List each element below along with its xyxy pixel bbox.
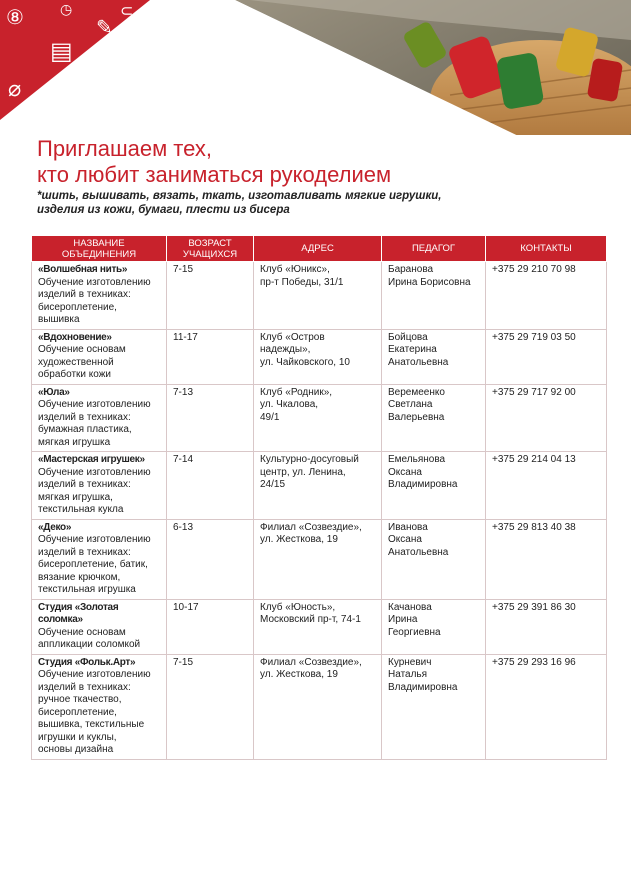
club-description-line: мягкая игрушка: [38, 436, 111, 448]
address-line: Культурно-досуговый: [260, 454, 359, 465]
club-cell: [32, 262, 167, 330]
teacher-line: Светлана: [388, 399, 433, 410]
club-description-line: Обучение изготовлению: [38, 276, 151, 288]
club-cell: [32, 384, 167, 452]
club-description-line: основы дизайна: [38, 744, 114, 755]
address-line: надежды»,: [260, 344, 311, 355]
teacher-line: Валерьевна: [388, 411, 445, 423]
age-cell: 10-17: [167, 599, 254, 654]
address-cell: [254, 519, 382, 599]
club-description-line: изделий в техниках:: [38, 289, 131, 300]
address-line: центр, ул. Ленина,: [260, 466, 346, 478]
phone-cell: +375 29 214 04 13: [486, 452, 607, 520]
table-row: [32, 329, 607, 384]
address-line: пр-т Победы, 31/1: [260, 276, 344, 288]
title-line-2: кто любит заниматься рукоделием: [37, 162, 392, 187]
teacher-line: Веремеенко: [388, 386, 445, 398]
teacher-line: Иванова: [388, 521, 428, 533]
club-description-line: изделий в техниках:: [38, 681, 131, 693]
club-name: «Вдохновение»: [38, 331, 112, 343]
address-line: Клуб «Остров: [260, 331, 325, 343]
teacher-line: Анатольевна: [388, 546, 449, 558]
club-name: Студия «Фольк.Арт»: [38, 656, 136, 668]
phone-cell: +375 29 293 16 96: [486, 654, 607, 759]
club-description-line: бисероплетение,: [38, 706, 117, 718]
header-age-line-1: ВОЗРАСТ: [188, 237, 232, 249]
title-line-1: Приглашаем тех,: [37, 136, 213, 161]
address-cell: [254, 599, 382, 654]
address-cell: [254, 262, 382, 330]
subtitle-line-2: изделия из кожи, бумаги, плести из бисера: [37, 204, 290, 216]
phone-cell: +375 29 210 70 98: [486, 262, 607, 330]
table-body: [32, 262, 607, 760]
address-cell: [254, 329, 382, 384]
teacher-line: Баранова: [388, 264, 434, 275]
header-age: [167, 236, 254, 262]
club-name: «Юла»: [38, 386, 70, 398]
age-cell: 7-15: [167, 654, 254, 759]
teacher-cell: [382, 654, 486, 759]
club-description-line: мягкая игрушка,: [38, 491, 113, 503]
notebook-icon: ▤: [50, 38, 73, 65]
club-description-line: аппликации соломкой: [38, 639, 141, 650]
table-row: [32, 519, 607, 599]
address-line: Клуб «Родник»,: [260, 386, 333, 398]
club-name: «Деко»: [38, 521, 72, 533]
club-description-line: бисероплетение, батик,: [38, 559, 148, 570]
teacher-line: Качанова: [388, 601, 432, 613]
teacher-line: Анатольевна: [388, 356, 449, 368]
header-age-line-2: УЧАЩИХСЯ: [182, 248, 238, 260]
table-row: [32, 384, 607, 452]
page-heading: [37, 136, 597, 217]
address-line: ул. Чкалова,: [260, 399, 319, 410]
club-description-line: Обучение основам: [38, 626, 126, 638]
teacher-line: Наталья: [388, 669, 428, 680]
header-banner: [0, 0, 631, 135]
teacher-line: Емельянова: [388, 454, 446, 465]
address-line: Клуб «Юность»,: [260, 601, 336, 613]
address-cell: [254, 384, 382, 452]
club-cell: [32, 519, 167, 599]
teacher-cell: [382, 329, 486, 384]
age-cell: 7-15: [167, 262, 254, 330]
club-description-line: Обучение изготовлению: [38, 669, 151, 680]
header-contacts: КОНТАКТЫ: [486, 236, 607, 262]
paperclip-icon: ⊂: [120, 3, 134, 20]
age-cell: 6-13: [167, 519, 254, 599]
teacher-line: Ирина: [388, 614, 418, 625]
address-line: 24/15: [260, 479, 286, 490]
address-line: ул. Жесткова, 19: [260, 669, 338, 680]
address-line: Филиал «Созвездие»,: [260, 521, 362, 533]
club-description-line: текстильная кукла: [38, 504, 124, 515]
teacher-cell: [382, 519, 486, 599]
age-cell: 7-13: [167, 384, 254, 452]
address-line: 49/1: [260, 411, 280, 423]
club-description-line: Обучение изготовлению: [38, 399, 151, 410]
table-row: [32, 452, 607, 520]
clubs-table: [31, 235, 607, 760]
club-name: Студия «Золотая соломка»: [38, 601, 119, 625]
teacher-line: Георгиевна: [388, 626, 441, 638]
club-description-line: текстильная игрушка: [38, 584, 136, 595]
header-teacher: ПЕДАГОГ: [382, 236, 486, 262]
table-row: [32, 262, 607, 330]
club-cell: [32, 599, 167, 654]
club-description-line: Обучение изготовлению: [38, 534, 151, 545]
address-cell: [254, 452, 382, 520]
club-name: «Мастерская игрушек»: [38, 454, 145, 465]
club-description-line: изделий в техниках:: [38, 479, 131, 490]
teacher-cell: [382, 452, 486, 520]
address-line: ул. Жесткова, 19: [260, 534, 338, 545]
teacher-line: Оксана: [388, 466, 422, 478]
club-description-line: бисероплетение,: [38, 301, 117, 313]
subtitle: [37, 189, 597, 217]
subtitle-line-1: *шить, вышивать, вязать, ткать, изготавливать мягкие игрушки,: [37, 190, 442, 202]
club-description-line: ручное ткачество,: [38, 694, 122, 705]
age-cell: 11-17: [167, 329, 254, 384]
club-description-line: игрушки и куклы,: [38, 731, 117, 743]
header-name-line-1: НАЗВАНИЕ: [73, 237, 125, 249]
skateboard-icon: ⌀: [8, 76, 22, 101]
club-description-line: вышивка: [38, 314, 80, 325]
teacher-cell: [382, 384, 486, 452]
club-description-line: вязание крючком,: [38, 571, 121, 583]
club-description-line: вышивка, текстильные: [38, 719, 145, 730]
teacher-cell: [382, 262, 486, 330]
club-description-line: обработки кожи: [38, 369, 112, 380]
club-description-line: Обучение основам: [38, 344, 126, 355]
club-cell: [32, 329, 167, 384]
teacher-line: Екатерина: [388, 344, 437, 355]
phone-cell: +375 29 717 92 00: [486, 384, 607, 452]
club-description-line: художественной: [38, 356, 114, 368]
pencil-icon: ✎: [96, 17, 113, 39]
teacher-line: Курневич: [388, 656, 432, 668]
teacher-line: Бойцова: [388, 331, 428, 343]
club-description-line: бумажная пластика,: [38, 424, 132, 435]
table-row: [32, 654, 607, 759]
club-description-line: Обучение изготовлению: [38, 466, 151, 478]
club-description-line: изделий в техниках:: [38, 546, 131, 558]
teacher-cell: [382, 599, 486, 654]
address-cell: [254, 654, 382, 759]
header-name: [32, 236, 167, 262]
address-line: ул. Чайковского, 10: [260, 356, 350, 368]
club-description-line: изделий в техниках:: [38, 411, 131, 423]
address-line: Московский пр-т, 74-1: [260, 614, 361, 625]
phone-cell: +375 29 813 40 38: [486, 519, 607, 599]
teacher-line: Владимировна: [388, 479, 458, 490]
teacher-line: Ирина Борисовна: [388, 276, 471, 288]
club-cell: [32, 452, 167, 520]
table-row: [32, 599, 607, 654]
teacher-line: Владимировна: [388, 681, 458, 693]
teacher-line: Оксана: [388, 534, 422, 545]
club-name: «Волшебная нить»: [38, 264, 128, 275]
billiard-ball-icon: ⑧: [6, 7, 24, 29]
clock-icon: ◷: [60, 1, 73, 17]
club-cell: [32, 654, 167, 759]
phone-cell: +375 29 719 03 50: [486, 329, 607, 384]
address-line: Клуб «Юникс»,: [260, 264, 330, 275]
phone-cell: +375 29 391 86 30: [486, 599, 607, 654]
table-header-row: [32, 236, 607, 262]
header-name-line-2: ОБЪЕДИНЕНИЯ: [61, 248, 137, 260]
age-cell: 7-14: [167, 452, 254, 520]
header-address: АДРЕС: [254, 236, 382, 262]
address-line: Филиал «Созвездие»,: [260, 656, 362, 668]
